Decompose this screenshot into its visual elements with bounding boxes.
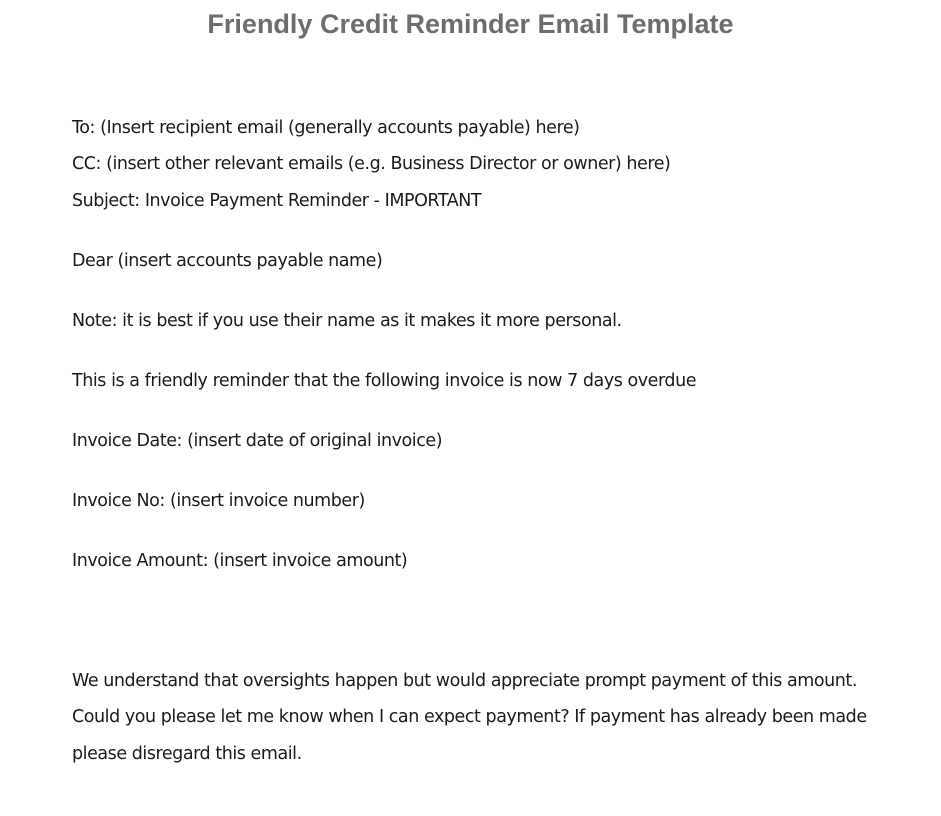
note-line: Note: it is best if you use their name as it makes it more personal. — [72, 311, 622, 331]
cc-line: CC: (insert other relevant emails (e.g. Business Director or owner) here) — [72, 154, 671, 174]
invoice-no-line: Invoice No: (insert invoice number) — [72, 491, 365, 511]
document-title: Friendly Credit Reminder Email Template — [207, 9, 734, 39]
closing-line-2: Could you please let me know when I can expect payment? If payment has already been made — [72, 707, 867, 727]
to-line: To: (Insert recipient email (generally accounts payable) here) — [72, 118, 580, 138]
closing-line-1: We understand that oversights happen but would appreciate prompt payment of this amount. — [72, 671, 857, 691]
intro-line: This is a friendly reminder that the following invoice is now 7 days overdue — [72, 371, 697, 391]
invoice-amount-line: Invoice Amount: (insert invoice amount) — [72, 551, 408, 571]
closing-line-3: please disregard this email. — [72, 744, 302, 764]
invoice-date-line: Invoice Date: (insert date of original invoice) — [72, 431, 443, 451]
subject-line: Subject: Invoice Payment Reminder - IMPORTANT — [72, 191, 482, 211]
greeting-line: Dear (insert accounts payable name) — [72, 251, 383, 271]
